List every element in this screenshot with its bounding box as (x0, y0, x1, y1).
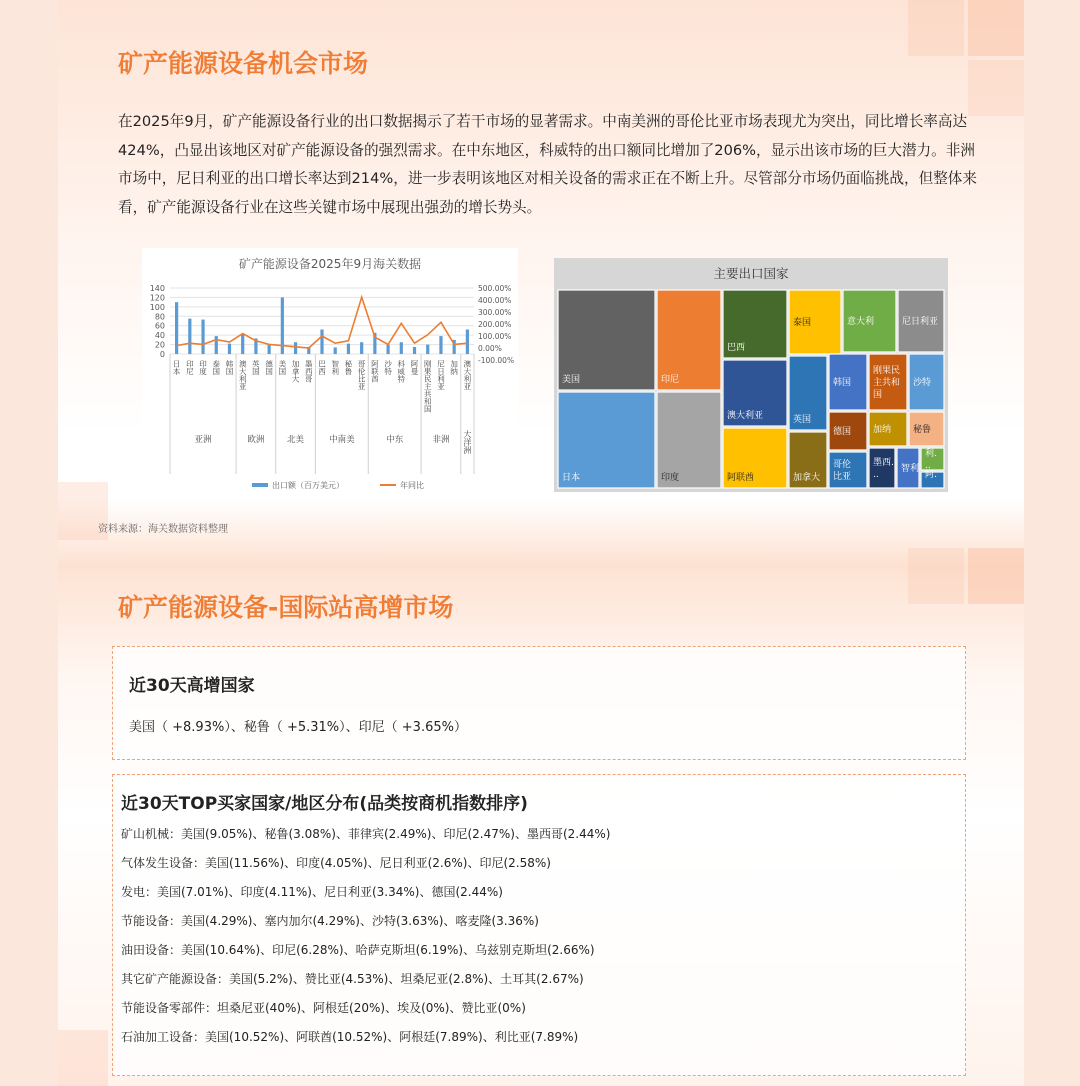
y-left-tick: 20 (154, 340, 165, 350)
bar (228, 344, 231, 354)
category-label: 日本 (172, 360, 182, 375)
region-label: 中南美 (329, 435, 355, 445)
y-left-tick: 120 (149, 293, 165, 303)
section-high-growth-markets (58, 540, 1024, 1086)
bar (268, 345, 271, 354)
y-left-tick: 80 (154, 312, 165, 322)
treemap-label: 加纳 (873, 425, 892, 435)
section-title: 矿产能源设备机会市场 (118, 49, 369, 78)
treemap-label: .. (873, 470, 879, 480)
category-label: 泰国 (211, 360, 221, 375)
data-source-note: 资料来源：海关数据资料整理 (98, 524, 228, 535)
bar (215, 336, 218, 354)
y-left-tick: 0 (159, 350, 165, 359)
category-label: 韩国 (224, 360, 234, 375)
y-right-tick: 0.00% (478, 344, 502, 353)
treemap-label: 韩国 (833, 378, 852, 388)
treemap-cell (869, 448, 895, 488)
combo-chart-svg (142, 248, 518, 498)
category-label: 智利 (330, 360, 340, 375)
category-label: 秘鲁 (343, 360, 353, 375)
y-right-tick: 200.00% (478, 320, 512, 329)
top-buyers-card (112, 774, 966, 1076)
high-growth-countries: 美国（ +8.93%）、秘鲁（ +5.31%）、印尼（ +3.65%） (129, 720, 467, 735)
y-left-tick: 40 (154, 331, 165, 341)
section-title: 矿产能源设备-国际站高增市场 (118, 593, 454, 622)
region-label: 欧洲 (247, 435, 265, 445)
treemap-label: 刚果民 (873, 366, 901, 376)
buyer-line: 矿山机械：美国(9.05%)、秘鲁(3.08%)、菲律宾(2.49%)、印尼(2.47%)、墨西哥(2.44%) (121, 827, 611, 841)
category-label: 印尼 (185, 360, 195, 375)
category-label: 巴西 (317, 360, 327, 375)
treemap-label: 泰国 (793, 318, 812, 328)
treemap-label: 英国 (793, 415, 812, 425)
category-label: 英国 (251, 360, 261, 375)
region-label: 中东 (386, 435, 404, 445)
bar (201, 320, 204, 354)
card-heading: 近30天TOP买家国家/地区分布(品类按商机指数排序) (121, 794, 528, 814)
bar (386, 345, 389, 354)
treemap-label: 日本 (562, 473, 581, 483)
y-left-tick: 60 (154, 321, 165, 331)
treemap-label: 阿联酋 (727, 473, 755, 483)
treemap-label: 秘鲁 (913, 425, 932, 435)
category-label: 印度 (198, 360, 208, 375)
treemap-label: 智利 (901, 464, 920, 474)
buyer-line: 节能设备零部件：坦桑尼亚(40%)、阿根廷(20%)、埃及(0%)、赞比亚(0%) (121, 1001, 526, 1015)
category-label: 阿曼 (410, 360, 420, 375)
buyer-line: 节能设备：美国(4.29%)、塞内加尔(4.29%)、沙特(3.63%)、喀麦隆(3.36%) (121, 914, 539, 928)
bar (439, 336, 442, 354)
category-label: 加拿大 (291, 360, 301, 383)
bar (294, 342, 297, 354)
treemap-label: 印尼 (661, 375, 680, 385)
y-right-tick: 400.00% (478, 296, 512, 305)
y-left-tick: 100 (149, 302, 165, 312)
bar (426, 345, 429, 354)
category-label: 澳大利亚 (238, 360, 248, 390)
treemap-label: 尼日利亚 (902, 317, 939, 327)
treemap-label: 墨西. (873, 458, 894, 468)
chart-title: 矿产能源设备2025年9月海关数据 (238, 257, 422, 271)
buyer-line: 其它矿产能源设备：美国(5.2%)、赞比亚(4.53%)、坦桑尼亚(2.8%)、土耳其(2.67%) (121, 972, 584, 986)
buyer-line: 气体发生设备：美国(11.56%)、印度(4.05%)、尼日利亚(2.6%)、印尼(2.58%) (121, 856, 551, 870)
region-label: 非洲 (432, 435, 450, 445)
treemap-label: 国 (873, 390, 883, 400)
high-growth-card (112, 646, 966, 760)
treemap-label: .. (925, 482, 931, 492)
treemap-label: 巴西 (727, 343, 746, 353)
treemap-label: 比亚 (833, 472, 852, 482)
treemap-label: .. (925, 461, 931, 471)
treemap-label: 阿. (925, 470, 937, 480)
bar (334, 347, 337, 354)
treemap-label: 哥伦 (833, 460, 852, 470)
treemap-label: 利. (925, 449, 937, 459)
category-label: 加纳 (449, 360, 459, 375)
card-heading: 近30天高增国家 (129, 676, 255, 696)
treemap-label: 澳大利亚 (727, 411, 764, 421)
bar (360, 342, 363, 354)
buyer-line: 石油加工设备：美国(10.52%)、阿联酋(10.52%)、阿根廷(7.89%)、利比亚(7.89%) (121, 1030, 579, 1044)
y-right-tick: -100.00% (478, 356, 515, 365)
category-label: 沙特 (383, 360, 393, 375)
category-label: 澳大利亚 (462, 360, 472, 390)
category-label: 尼日利亚 (436, 360, 446, 390)
y-right-tick: 500.00% (478, 284, 512, 293)
legend-label: 年同比 (400, 481, 424, 490)
bar (413, 347, 416, 354)
treemap-label: 意大利 (847, 317, 875, 327)
treemap-cell (829, 452, 867, 488)
treemap-label: 主共和 (873, 378, 901, 388)
category-label: 墨西哥 (304, 360, 314, 383)
y-left-tick: 140 (149, 284, 165, 293)
treemap-label: 印度 (661, 473, 680, 483)
bar (188, 319, 191, 354)
region-label: 亚洲 (194, 435, 212, 445)
category-label: 美国 (277, 360, 287, 375)
treemap-label: 美国 (562, 375, 581, 385)
region-label: 大洋洲 (462, 430, 472, 454)
bar (466, 329, 469, 354)
buyer-line: 油田设备：美国(10.64%)、印尼(6.28%)、哈萨克斯坦(6.19%)、乌兹别克斯坦(2.66%) (121, 943, 595, 957)
bar (400, 342, 403, 354)
buyer-line: 发电：美国(7.01%)、印度(4.11%)、尼日利亚(3.34%)、德国(2.44%) (121, 885, 503, 899)
category-label: 科威特 (396, 360, 406, 383)
bar (320, 329, 323, 354)
region-label: 北美 (287, 435, 305, 445)
treemap-svg (554, 258, 948, 492)
bar (347, 344, 350, 354)
category-label: 刚果民主共和国 (423, 360, 433, 413)
legend-label: 出口额（百万美元） (272, 481, 344, 490)
category-label: 哥伦比亚 (357, 360, 367, 390)
y-right-tick: 100.00% (478, 332, 512, 341)
bar (241, 334, 244, 354)
treemap-label: 沙特 (913, 378, 932, 388)
category-label: 德国 (264, 360, 274, 375)
treemap-title: 主要出口国家 (713, 266, 789, 281)
export-treemap (554, 258, 948, 492)
bar (175, 302, 178, 354)
treemap-label: 加拿大 (793, 473, 821, 483)
section-opportunity-markets (58, 0, 1024, 540)
category-label: 阿联酋 (370, 360, 380, 383)
treemap-label: 德国 (833, 427, 852, 437)
intro-paragraph: 在2025年9月，矿产能源设备行业的出口数据揭示了若干市场的显著需求。中南美洲的哥伦比亚市场表现尤为突出，同比增长率高达424%，凸显出该地区对矿产能源设备的强烈需求。在中东地区，科威特的出口额同比增加了206%，显示出该市场的巨大潜力。非洲市场中，尼日利亚的出口增长率达到214%，进一步表明该地区对相关设备的需求正在不断上升。尽管部分市场仍面临挑战，但整体来看，矿产能源设备行业在这些关键市场中展现出强劲的增长势头。 (118, 113, 977, 216)
report-page (58, 0, 1024, 1086)
customs-combo-chart (142, 248, 518, 498)
y-right-tick: 300.00% (478, 308, 512, 317)
legend-swatch-bar (252, 483, 268, 487)
